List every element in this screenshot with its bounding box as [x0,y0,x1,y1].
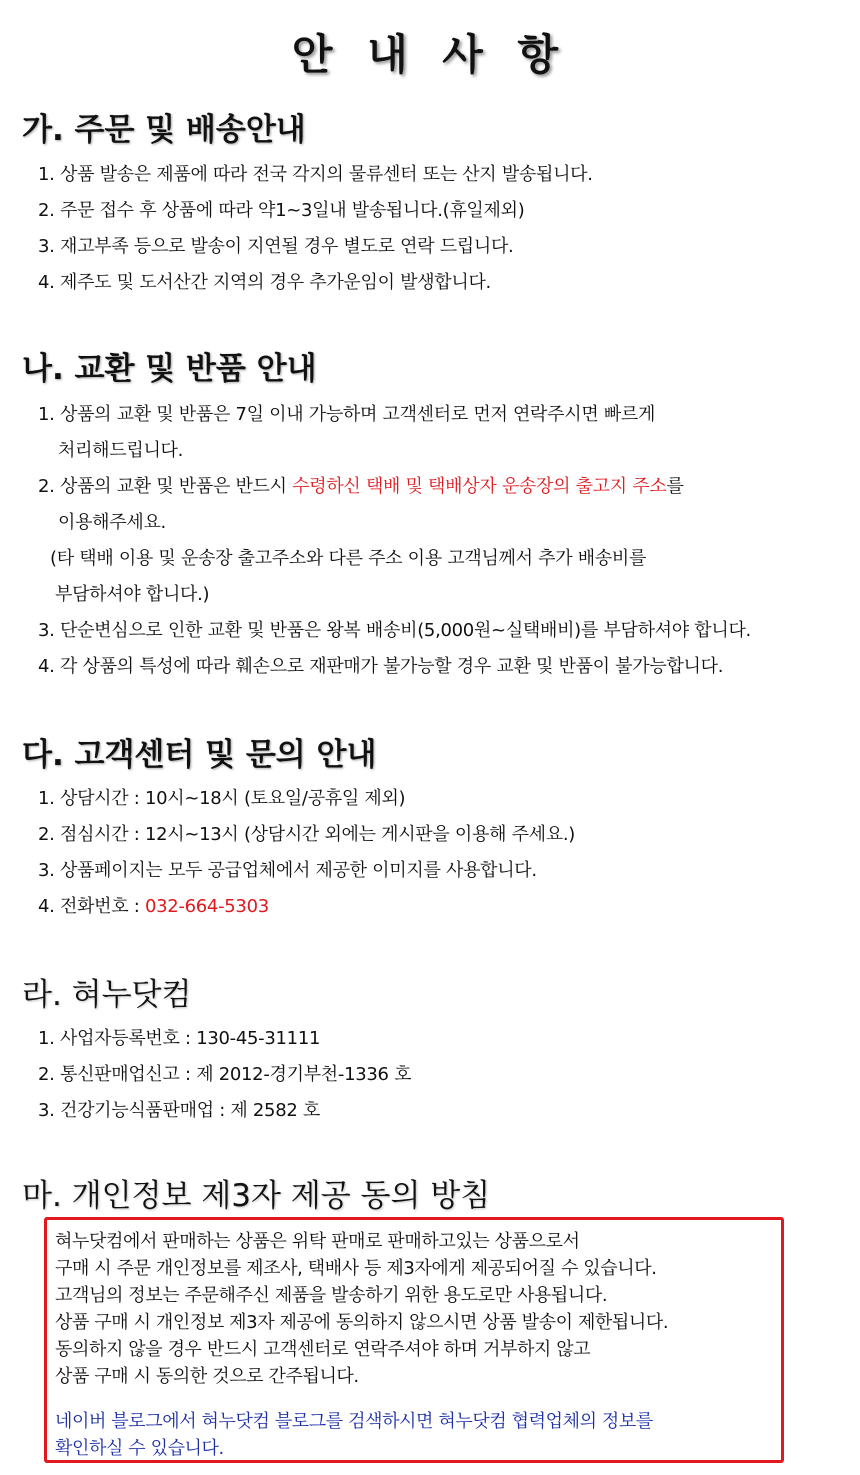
section-heading-company: 라. 혀누닷컴 [22,977,192,1013]
section-heading-order-shipping: 가. 주문 및 배송안내 [22,112,306,148]
notice-line: 동의하지 않을 경우 반드시 고객센터로 연락주셔야 하며 거부하지 않고 [55,1339,591,1360]
list-item: 3. 상품페이지는 모두 공급업체에서 제공한 이미지를 사용합니다. [38,860,537,881]
privacy-notice-box [44,1217,784,1463]
section-heading-exchange-return: 나. 교환 및 반품 안내 [22,351,317,387]
list-item-continuation: 처리해드립니다. [58,440,184,461]
notice-line: 구매 시 주문 개인정보를 제조사, 택배사 등 제3자에게 제공되어질 수 있습니다. [55,1258,657,1279]
list-item: 1. 상담시간 : 10시~18시 (토요일/공휴일 제외) [38,788,406,809]
phone-number: 032-664-5303 [144,896,269,917]
notice-line: 상품 구매 시 동의한 것으로 간주됩니다. [55,1366,359,1387]
list-item: 3. 건강기능식품판매업 : 제 2582 호 [38,1100,321,1121]
list-item-text: 2. 상품의 교환 및 반품은 반드시 [38,476,293,497]
list-item: 1. 사업자등록번호 : 130-45-31111 [38,1028,321,1049]
notice-line: 혀누닷컴에서 판매하는 상품은 위탁 판매로 판매하고있는 상품으로서 [55,1231,580,1252]
note-text: (타 택배 이용 및 운송장 출고주소와 다른 주소 이용 고객님께서 추가 배송비를 [50,548,647,569]
phone-label: 4. 전화번호 : [38,896,145,917]
notice-line: 상품 구매 시 개인정보 제3자 제공에 동의하지 않으시면 상품 발송이 제한됩니다. [55,1312,669,1333]
list-item: 2. 주문 접수 후 상품에 따라 약1~3일내 발송됩니다.(휴일제외) [38,200,525,221]
list-item: 4. 각 상품의 특성에 따라 훼손으로 재판매가 불가능할 경우 교환 및 반품이 불가능합니다. [38,656,724,677]
list-item: 3. 재고부족 등으로 발송이 지연될 경우 별도로 연락 드립니다. [38,236,514,257]
list-item: 1. 상품 발송은 제품에 따라 전국 각지의 물류센터 또는 산지 발송됩니다. [38,164,593,185]
highlight-return-address: 수령하신 택배 및 택배상자 운송장의 출고지 주소 [292,476,667,497]
list-item: 4. 제주도 및 도서산간 지역의 경우 추가운임이 발생합니다. [38,272,491,293]
list-item: 2. 통신판매업신고 : 제 2012-경기부천-1336 호 [38,1064,412,1085]
list-item: 2. 점심시간 : 12시~13시 (상담시간 외에는 게시판을 이용해 주세요.) [38,824,575,845]
section-heading-privacy: 마. 개인정보 제3자 제공 동의 방침 [22,1178,491,1214]
list-item-continuation: 이용해주세요. [58,512,166,533]
list-item-text: 를 [666,476,684,497]
blog-info-line: 네이버 블로그에서 혀누닷컴 블로그를 검색하시면 혀누닷컴 협력업체의 정보를 [55,1411,653,1432]
list-item: 3. 단순변심으로 인한 교환 및 반품은 왕복 배송비(5,000원~실택배비)를 부담하셔야 합니다. [38,620,751,641]
list-item [38,472,684,498]
blog-info-line: 확인하실 수 있습니다. [55,1438,224,1459]
list-item: 1. 상품의 교환 및 반품은 7일 이내 가능하며 고객센터로 먼저 연락주시면 빠르게 [38,404,656,425]
note-text: 부담하셔야 합니다.) [55,584,210,605]
notice-line: 고객님의 정보는 주문해주신 제품을 발송하기 위한 용도로만 사용됩니다. [55,1285,608,1306]
list-item [38,892,269,918]
section-heading-customer-center: 다. 고객센터 및 문의 안내 [22,737,377,773]
page-title: 안 내 사 항 [291,30,569,79]
